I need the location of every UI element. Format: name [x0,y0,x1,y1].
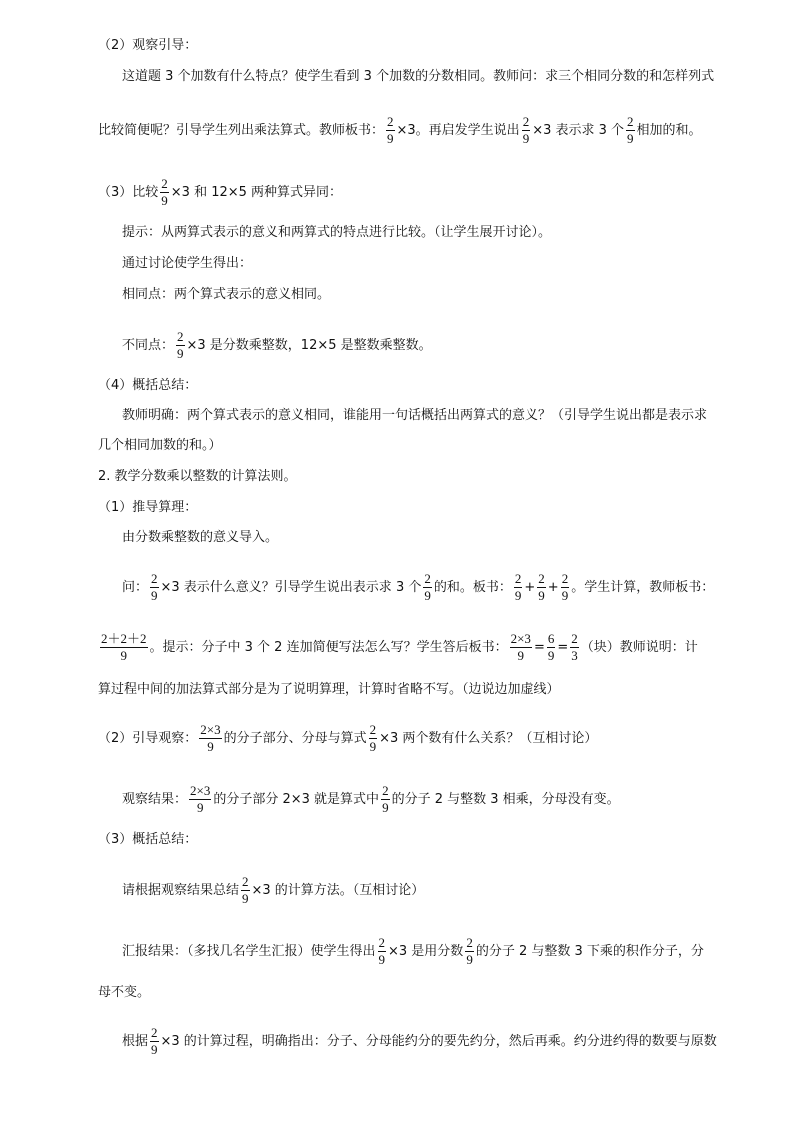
fraction-numerator: 2 [161,176,168,191]
text-run: 相同点：两个算式表示的意义相同。 [122,287,331,302]
text-line [98,830,197,850]
fraction-numerator: 2＋2＋2 [101,631,147,646]
text-run: + [524,580,536,595]
text-run: （4）概括总结： [98,378,198,393]
fraction-numerator: 2 [466,935,473,950]
text-line [122,784,620,815]
fraction [510,632,532,663]
text-run: 比较简便呢？引导学生列出乘法算式。教师板书： [98,123,385,138]
text-run: 母不变。 [98,985,151,1000]
text-run: 提示：从两算式表示的意义和两算式的特点进行比较。（让学生展开讨论）。 [122,225,552,240]
text-run: 的和。板书： [433,580,512,595]
fraction [189,784,211,815]
fraction-numerator: 2 [369,722,377,737]
fraction-numerator: 2 [378,935,386,950]
fraction [241,875,250,906]
text-run: 这道题 3 个加数有什么特点？使学生看到 3 个加数的分数相同。教师问：求三个相同分数的和怎样列式 [122,69,715,84]
fraction [570,632,579,663]
text-line [122,572,714,603]
fraction-denominator: 9 [547,648,555,663]
text-line [122,254,252,274]
fraction-numerator: 2 [151,571,158,586]
fraction-numerator: 2×3 [190,783,211,798]
fraction-denominator: 9 [242,891,249,906]
fraction-numerator: 2 [538,571,545,586]
text-run: （2）观察引导： [98,38,198,53]
text-line [98,376,197,396]
text-run: ×3 两个数有什么关系？（互相讨论） [379,731,598,746]
text-run: （2）引导观察： [98,731,198,746]
fraction-denominator: 9 [382,800,389,815]
fraction [150,1026,159,1057]
text-line [98,436,222,456]
text-line [98,680,560,700]
text-run: 通过讨论使学生得出： [122,256,253,271]
text-run: 根据 [122,1034,149,1049]
fraction-numerator: 2 [522,114,530,129]
text-run: 汇报结果：（多找几名学生汇报）使学生得出 [122,944,376,959]
text-run: 问： [122,580,149,595]
text-run: ×3 是用分数 [388,944,464,959]
fraction-numerator: 2 [151,1025,158,1040]
text-line [98,177,342,208]
fraction-denominator: 9 [177,346,184,361]
text-line [98,498,197,518]
fraction [100,632,148,663]
fraction [465,936,474,967]
text-line [98,632,698,663]
fraction-numerator: 2×3 [510,631,531,646]
fraction-numerator: 2 [242,874,249,889]
fraction-numerator: 2 [387,114,394,129]
text-line [122,936,704,967]
fraction-denominator: 9 [627,131,634,146]
fraction [160,177,169,208]
fraction-denominator: 9 [522,131,530,146]
fraction-denominator: 9 [514,588,522,603]
fraction-denominator: 9 [369,739,377,754]
fraction-numerator: 2 [514,571,522,586]
fraction [561,572,570,603]
fraction-denominator: 9 [207,739,214,754]
text-run: ×3。再启发学生说出 [396,123,520,138]
fraction [378,936,387,967]
text-line [122,223,551,243]
text-run: 请根据观察结果总结 [122,883,240,898]
text-line [98,115,702,146]
text-line [122,285,330,305]
text-run: 不同点： [122,338,175,353]
fraction [381,784,390,815]
text-run: 2. 教学分数乘以整数的计算法则。 [98,469,297,484]
text-run: 算过程中间的加法算式部分是为了说明算理，计算时省略不写。（边说边加虚线） [98,682,560,697]
fraction-denominator: 9 [378,952,386,967]
fraction [369,723,378,754]
text-run: = [533,640,545,655]
fraction-numerator: 2 [382,783,389,798]
fraction-denominator: 9 [561,588,569,603]
text-run: 的分子 2 与整数 3 下乘的积作分子，分 [475,944,704,959]
text-run: 的分子部分 2×3 就是算式中 [213,792,380,807]
fraction-denominator: 9 [151,1042,158,1057]
text-run: 教师明确：两个算式表示的意义相同，谁能用一句话概括出两算式的意义？（引导学生说出都是表示求 [122,408,708,423]
text-run: （块）教师说明：计 [580,640,698,655]
text-run: ×3 表示什么意义？引导学生说出表示求 3 个 [160,580,422,595]
text-line [122,1026,717,1057]
text-line [98,723,597,754]
fraction [386,115,395,146]
fraction [199,723,221,754]
text-run: ×3 和 12×5 两种算式异同： [170,185,343,200]
fraction-denominator: 9 [120,648,127,663]
text-line [122,67,714,87]
fraction [176,330,185,361]
text-run: ×3 表示求 3 个 [532,123,625,138]
fraction [514,572,523,603]
text-run: （3）比较 [98,185,159,200]
fraction-numerator: 2 [571,631,578,646]
text-line [98,467,297,487]
text-run: 相加的和。 [636,123,702,138]
text-run: （3）概括总结： [98,832,198,847]
fraction-numerator: 2 [424,571,431,586]
text-run: 的分子 2 与整数 3 相乘，分母没有变。 [391,792,620,807]
fraction-numerator: 2×3 [200,722,221,737]
fraction-numerator: 2 [561,571,569,586]
text-run: 的分子部分、分母与算式 [223,731,367,746]
fraction [522,115,531,146]
text-line [122,330,432,361]
text-run: 几个相同加数的和。） [98,438,222,453]
fraction-denominator: 3 [571,648,578,663]
text-run: 由分数乘整数的意义导入。 [122,530,279,545]
text-run: = [557,640,569,655]
fraction [423,572,432,603]
fraction-numerator: 2 [177,329,184,344]
fraction [537,572,546,603]
fraction-denominator: 9 [196,800,204,815]
fraction-denominator: 9 [161,193,168,208]
text-run: ×3 的计算过程，明确指出：分子、分母能约分的要先约分，然后再乘。约分进约得的数要与原数 [160,1034,717,1049]
fraction-denominator: 9 [387,131,394,146]
fraction-denominator: 9 [466,952,473,967]
fraction-denominator: 9 [538,588,545,603]
text-run: 。学生计算，教师板书： [571,580,715,595]
text-line [122,875,424,906]
text-line [122,406,707,426]
fraction-denominator: 9 [151,588,158,603]
fraction [150,572,159,603]
fraction [547,632,556,663]
text-run: 。提示：分子中 3 个 2 连加简便写法怎么写？学生答后板书： [149,640,508,655]
fraction-denominator: 9 [517,648,525,663]
text-line [98,36,197,56]
text-run: ×3 是分数乘整数，12×5 是整数乘整数。 [186,338,432,353]
fraction-numerator: 6 [547,631,555,646]
text-line [122,528,278,548]
fraction-numerator: 2 [627,114,634,129]
fraction-denominator: 9 [424,588,431,603]
text-line [98,983,150,1003]
text-run: （1）推导算理： [98,500,198,515]
text-run: ×3 的计算方法。（互相讨论） [251,883,425,898]
fraction [626,115,635,146]
text-run: + [547,580,559,595]
text-run: 观察结果： [122,792,188,807]
